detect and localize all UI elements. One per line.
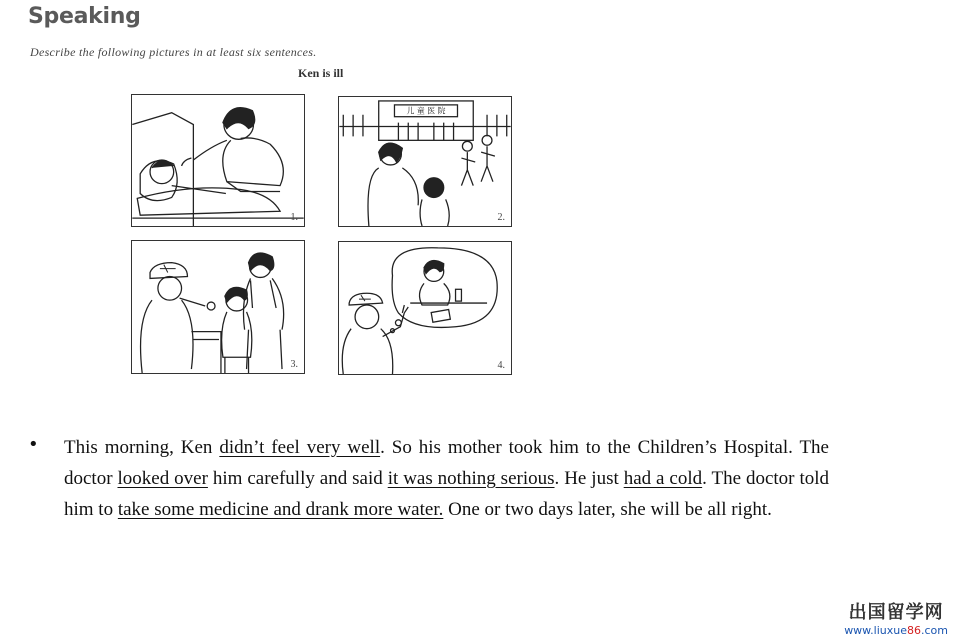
answer-paragraph xyxy=(64,432,829,525)
answer-text: One or two days later, she will be all right. xyxy=(443,499,772,520)
instruction-text: Describe the following pictures in at least six sentences. xyxy=(30,45,317,59)
picture-number: 3. xyxy=(290,359,298,370)
answer-text: . He just xyxy=(554,468,624,489)
section-heading: Speaking xyxy=(28,4,141,29)
underlined-phrase: looked over xyxy=(117,468,208,489)
underlined-phrase: had a cold xyxy=(623,468,703,489)
picture-number: 1. xyxy=(290,212,298,223)
watermark-url-suffix: .com xyxy=(921,624,948,637)
underlined-phrase: it was nothing serious xyxy=(387,468,555,489)
underlined-phrase: didn’t feel very well xyxy=(219,437,381,458)
doctor-advice-illustration xyxy=(339,242,511,374)
answer-text: him carefully and said xyxy=(207,468,388,489)
picture-caption: Ken is ill xyxy=(298,66,344,80)
picture-panel-2 xyxy=(338,96,512,227)
picture-panel-1 xyxy=(131,94,305,227)
hospital-sign: 儿 童 医 院 xyxy=(406,106,446,116)
watermark-chinese: 出国留学网 xyxy=(848,602,944,623)
answer-text: . So his mother took him to the Children’s Hospital. The doctor xyxy=(64,437,829,489)
watermark-url xyxy=(844,624,948,637)
sick-in-bed-illustration xyxy=(132,95,304,226)
picture-panel-3 xyxy=(131,240,305,374)
answer-text: . The doctor told him to xyxy=(64,468,829,520)
picture-number: 2. xyxy=(497,212,505,223)
hospital-visit-illustration xyxy=(339,97,511,226)
site-watermark xyxy=(844,598,948,637)
underlined-phrase: take some medicine and drank more water. xyxy=(117,499,444,520)
picture-number: 4. xyxy=(497,360,505,371)
list-bullet: • xyxy=(28,434,39,455)
watermark-url-highlight: 86 xyxy=(907,624,921,637)
answer-text: This morning, Ken xyxy=(64,437,220,458)
doctor-examination-illustration xyxy=(132,241,304,373)
picture-panel-4 xyxy=(338,241,512,375)
watermark-url-prefix: www.liuxue xyxy=(844,624,907,637)
